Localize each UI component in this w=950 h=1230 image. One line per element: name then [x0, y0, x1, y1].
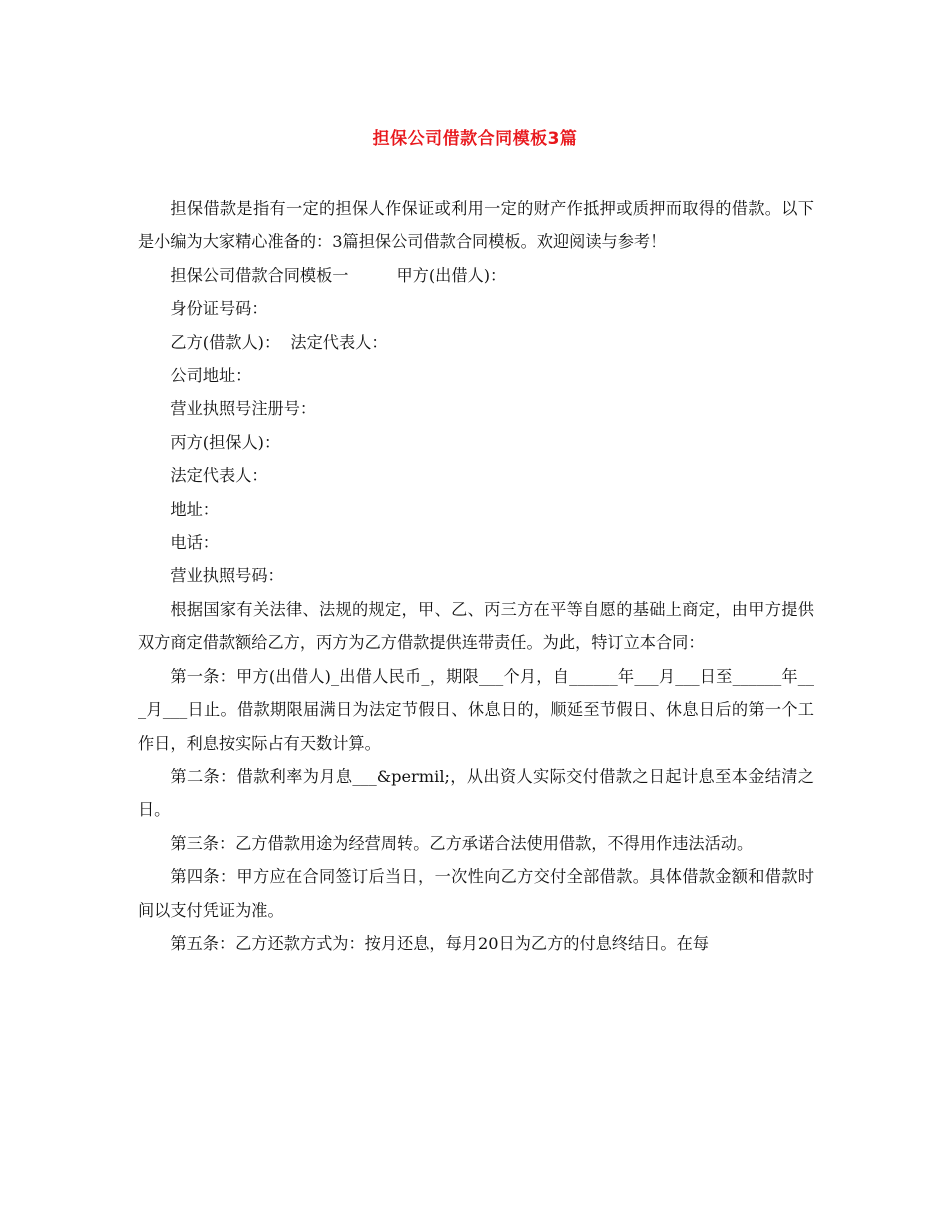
template-name: 担保公司借款合同模板一: [170, 265, 349, 285]
document-title: 担保公司借款合同模板3篇: [372, 129, 578, 149]
article-5-paragraph: 第五条：乙方还款方式为：按月还息，每月20日为乙方的付息终结日。在每: [170, 933, 709, 953]
address-line: 地址：: [170, 499, 219, 519]
business-license-registration-line: 营业执照号注册号：: [170, 399, 317, 419]
article-4-paragraph: 第四条：甲方应在合同签订后当日，一次性向乙方交付全部借款。具体借款金额和借款时间以支付凭证为准。: [138, 867, 814, 920]
article-3-paragraph: 第三条：乙方借款用途为经营周转。乙方承诺合法使用借款，不得用作违法活动。: [170, 833, 754, 853]
legal-representative-line: 法定代表人：: [170, 466, 268, 486]
business-license-number-line: 营业执照号码：: [170, 566, 284, 586]
party-c-line: 丙方(担保人)：: [170, 432, 281, 452]
template-heading-line: [138, 259, 814, 292]
intro-paragraph: 担保借款是指有一定的担保人作保证或利用一定的财产作抵押或质押而取得的借款。以下是小编为大家精心准备的：3篇担保公司借款合同模板。欢迎阅读与参考！: [138, 199, 814, 252]
article-1-paragraph: 第一条：甲方(出借人)_出借人民币_，期限___个月，自______年___月___日至______年___月___日止。借款期限届满日为法定节假日、休息日的，顺延至节假日、休息日后的第一个工作日，利息按实际占有天数计算。: [138, 666, 814, 753]
party-b-line: 乙方(借款人)： 法定代表人：: [170, 332, 388, 352]
preamble-paragraph: 根据国家有关法律、法规的规定，甲、乙、丙三方在平等自愿的基础上商定，由甲方提供双方商定借款额给乙方，丙方为乙方借款提供连带责任。为此，特订立本合同：: [138, 599, 814, 653]
phone-line: 电话：: [170, 533, 219, 553]
id-number-line: 身份证号码：: [170, 299, 268, 319]
article-2-paragraph: 第二条：借款利率为月息___&permil;，从出资人实际交付借款之日起计息至本金结清之日。: [138, 766, 814, 820]
document-body: [138, 192, 814, 960]
party-a-label: 甲方(出借人)：: [396, 265, 507, 285]
company-address-line: 公司地址：: [170, 366, 252, 386]
